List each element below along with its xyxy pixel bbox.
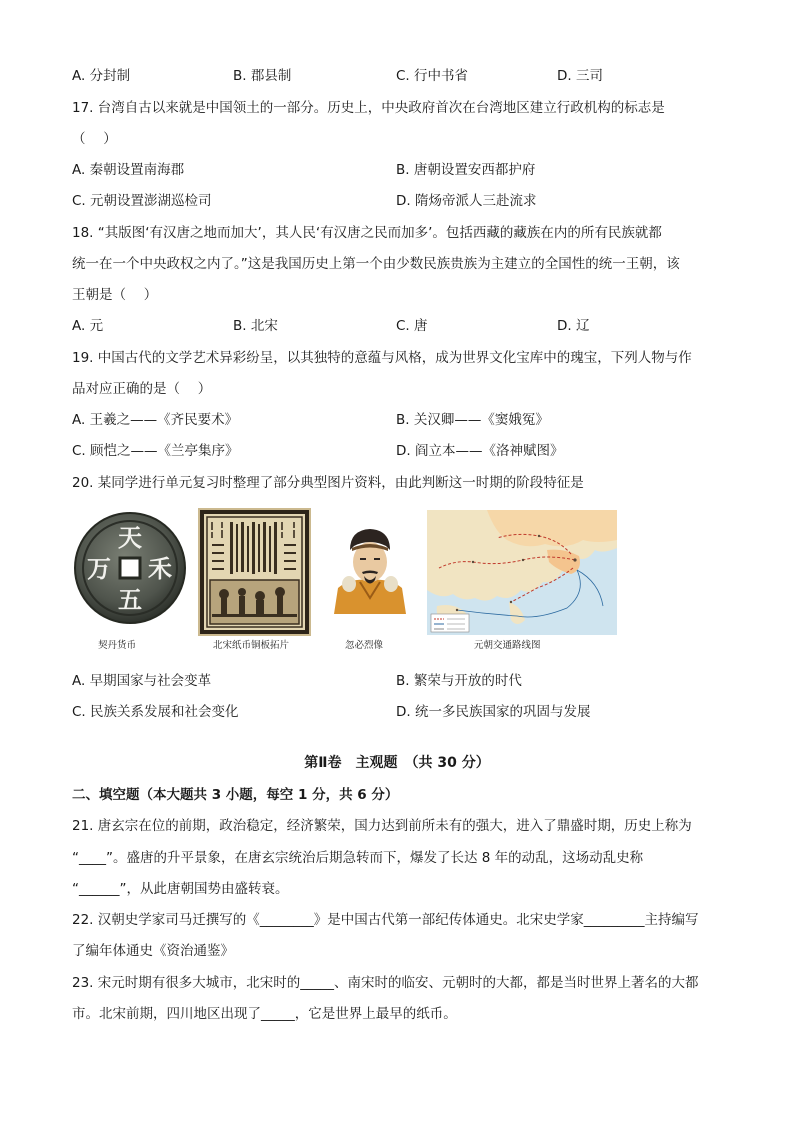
coin-char-left: 万 [87,554,111,583]
song-paper-money-rubbing-image [198,508,311,636]
q22-line2: 了编年体通史《资治通鉴》 [72,943,234,959]
q17-blank: （ ） [72,131,117,147]
yuan-transport-route-map-image [427,510,617,635]
q16-option-d: D. 三司 [557,68,603,84]
q18-stem-line1: 18. “其版图‘有汉唐之地而加大’，其人民‘有汉唐之民而加多’。包括西藏的藏族在内的所有民族就都 [72,225,662,241]
section-title: 第Ⅱ卷 主观题 （共 30 分） [304,755,490,771]
q18-option-a: A. 元 [72,318,104,334]
q18-option-c: C. 唐 [396,318,428,334]
coin-char-bottom: 五 [118,585,142,614]
q17-stem: 17. 台湾自古以来就是中国领土的一部分。历史上，中央政府首次在台湾地区建立行政机构的标志是 [72,100,665,116]
q20-stem: 20. 某同学进行单元复习时整理了部分典型图片资料，由此判断这一时期的阶段特征是 [72,475,584,491]
q23-line1: 23. 宋元时期有很多大城市，北宋时的_____、南宋时的临安、元朝时的大都，都是当时世界上著名的大都 [72,975,699,991]
section-subtitle: 二、填空题（本大题共 3 小题，每空 1 分，共 6 分） [72,787,399,803]
q17-option-a: A. 秦朝设置南海郡 [72,162,185,178]
q16-option-a: A. 分封制 [72,68,131,84]
q19-option-d: D. 阎立本——《洛神赋图》 [396,443,564,459]
q20-option-a: A. 早期国家与社会变革 [72,673,212,689]
q17-option-d: D. 隋炀帝派人三赴流求 [396,193,537,209]
q21-line1: 21. 唐玄宗在位的前期，政治稳定，经济繁荣，国力达到前所未有的强大，进入了鼎盛时期，历史上称为 [72,818,692,834]
q17-option-b: B. 唐朝设置安西都护府 [396,162,536,178]
khitan-coin-image [74,508,186,633]
q21-line3: “______”，从此唐朝国势由盛转衰。 [72,881,289,897]
coin-char-top: 天 [118,523,142,552]
q20-option-b: B. 繁荣与开放的时代 [396,673,522,689]
q22-line1: 22. 汉朝史学家司马迁撰写的《________》是中国古代第一部纪传体通史。北宋史学家_________主持编写 [72,912,699,928]
q21-line2: “____”。盛唐的升平景象，在唐玄宗统治后期急转而下，爆发了长达 8 年的动乱，这场动乱史称 [72,850,644,866]
caption-yuan-route-map: 元朝交通路线图 [474,640,541,651]
caption-kublai-khan: 忽必烈像 [345,640,384,651]
caption-khitan-coin: 契丹货币 [98,640,137,651]
q17-option-c: C. 元朝设置澎湖巡检司 [72,193,212,209]
kublai-khan-portrait-image [330,524,410,614]
q16-option-b: B. 郡县制 [233,68,292,84]
q20-option-c: C. 民族关系发展和社会变化 [72,704,239,720]
caption-song-paper-money: 北宋纸币铜板拓片 [213,640,290,651]
q20-option-d: D. 统一多民族国家的巩固与发展 [396,704,591,720]
coin-char-right: 禾 [148,554,172,583]
q18-option-d: D. 辽 [557,318,590,334]
q19-stem-line2: 品对应正确的是（ ） [72,381,212,397]
q18-stem-line3: 王朝是（ ） [72,287,158,303]
q16-option-c: C. 行中书省 [396,68,469,84]
q19-option-a: A. 王羲之——《齐民要术》 [72,412,239,428]
q19-option-b: B. 关汉卿——《窦娥冤》 [396,412,549,428]
q18-option-b: B. 北宋 [233,318,278,334]
q19-option-c: C. 顾恺之——《兰亭集序》 [72,443,239,459]
q19-stem-line1: 19. 中国古代的文学艺术异彩纷呈，以其独特的意蕴与风格，成为世界文化宝库中的瑰宝，下列人物与作 [72,350,692,366]
q23-line2: 市。北宋前期，四川地区出现了_____，它是世界上最早的纸币。 [72,1006,457,1022]
q18-stem-line2: 统一在一个中央政权之内了。”这是我国历史上第一个由少数民族贵族为主建立的全国性的统一王朝，该 [72,256,680,272]
